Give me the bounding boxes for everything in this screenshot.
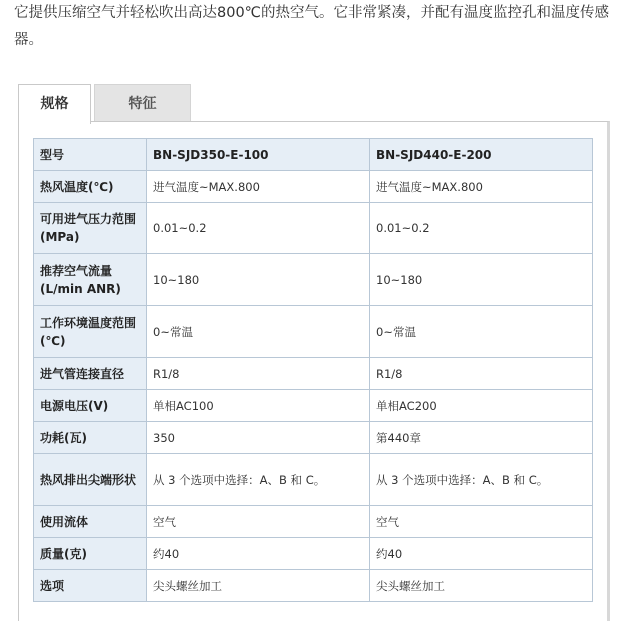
row-value-2: R1/8 — [370, 358, 593, 390]
row-label: 推荐空气流量(L/min ANR) — [34, 254, 147, 306]
row-value-1: 进气温度~MAX.800 — [147, 171, 370, 203]
table-row — [34, 390, 593, 422]
row-value-1: 约40 — [147, 538, 370, 570]
table-row — [34, 203, 593, 254]
table-row — [34, 454, 593, 506]
row-value-2: 0.01~0.2 — [370, 203, 593, 254]
row-value-1: 0~常温 — [147, 306, 370, 358]
row-label: 热风温度(℃) — [34, 171, 147, 203]
row-value-1: 单相AC100 — [147, 390, 370, 422]
row-value-2: 空气 — [370, 506, 593, 538]
row-value-2: 进气温度~MAX.800 — [370, 171, 593, 203]
tab-specifications[interactable]: 规格 — [18, 84, 91, 124]
header-model-1: BN-SJD350-E-100 — [147, 139, 370, 171]
row-value-2: 单相AC200 — [370, 390, 593, 422]
row-value-2: 0~常温 — [370, 306, 593, 358]
table-row — [34, 506, 593, 538]
header-label: 型号 — [34, 139, 147, 171]
row-value-2: 尖头螺丝加工 — [370, 570, 593, 602]
table-row — [34, 171, 593, 203]
row-value-1: 350 — [147, 422, 370, 454]
row-value-2: 第440章 — [370, 422, 593, 454]
table-header-row — [34, 139, 593, 171]
row-value-1: 10~180 — [147, 254, 370, 306]
row-label: 功耗(瓦) — [34, 422, 147, 454]
intro-paragraph: 它提供压缩空气并轻松吹出高达800℃的热空气。它非常紧凑，并配有温度监控孔和温度传感器。 — [14, 5, 609, 48]
table-row — [34, 422, 593, 454]
row-label: 热风排出尖端形状 — [34, 454, 147, 506]
row-label: 使用流体 — [34, 506, 147, 538]
tab-features[interactable]: 特征 — [94, 84, 191, 122]
row-value-1: R1/8 — [147, 358, 370, 390]
table-row — [34, 570, 593, 602]
row-label: 电源电压(V) — [34, 390, 147, 422]
row-value-1: 从 3 个选项中选择：A、B 和 C。 — [147, 454, 370, 506]
row-value-2: 10~180 — [370, 254, 593, 306]
table-row — [34, 538, 593, 570]
row-value-1: 尖头螺丝加工 — [147, 570, 370, 602]
row-label: 可用进气压力范围(MPa) — [34, 203, 147, 254]
row-label: 工作环境温度范围(℃) — [34, 306, 147, 358]
row-label: 选项 — [34, 570, 147, 602]
row-value-2: 约40 — [370, 538, 593, 570]
header-model-2: BN-SJD440-E-200 — [370, 139, 593, 171]
row-value-1: 0.01~0.2 — [147, 203, 370, 254]
table-row — [34, 306, 593, 358]
spec-table — [33, 138, 593, 602]
row-label: 进气管连接直径 — [34, 358, 147, 390]
table-row — [34, 358, 593, 390]
row-value-2: 从 3 个选项中选择：A、B 和 C。 — [370, 454, 593, 506]
row-label: 质量(克) — [34, 538, 147, 570]
row-value-1: 空气 — [147, 506, 370, 538]
table-row — [34, 254, 593, 306]
